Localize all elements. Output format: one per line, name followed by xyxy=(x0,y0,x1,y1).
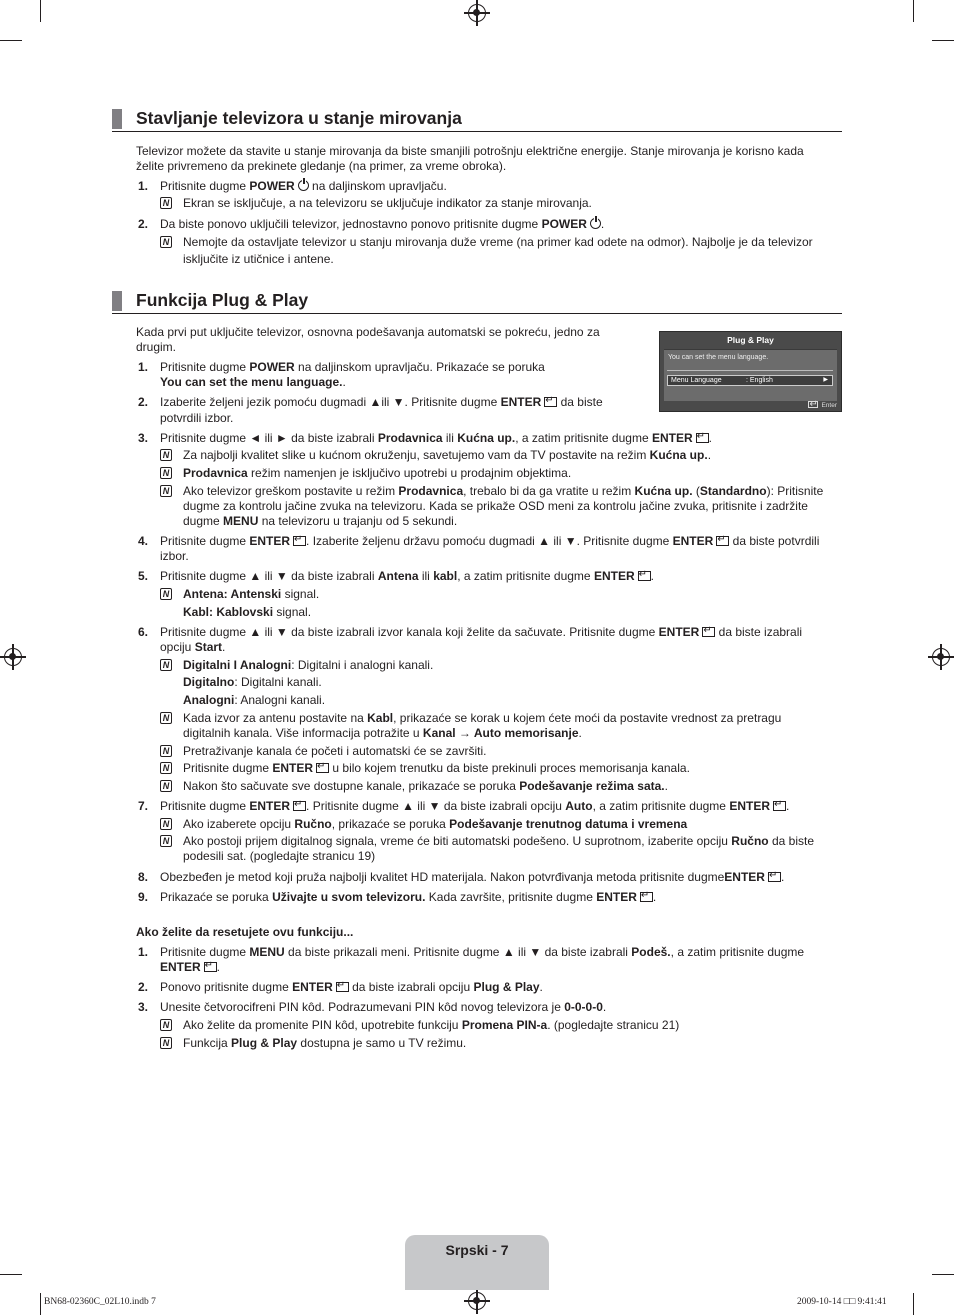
crop-mark xyxy=(932,1274,954,1275)
note-text: Prodavnica režim namenjen je isključivo upotrebi u prodajnim objektima. xyxy=(183,466,572,480)
crop-mark xyxy=(913,0,914,22)
note-icon: N xyxy=(160,236,172,248)
step-number: 6. xyxy=(138,625,149,639)
osd-footer: ↵Enter xyxy=(805,401,837,409)
section-bar xyxy=(112,291,122,311)
enter-icon xyxy=(544,397,557,407)
print-slug-right: 2009-10-14 □□ 9:41:41 xyxy=(797,1297,887,1307)
enter-icon xyxy=(638,571,651,581)
step-text: Pritisnite dugme ▲ ili ▼ da biste izabrali izvor kanala koji želite da sačuvate. Pritisnite dugme ENTER↵ da biste izabrali xyxy=(160,625,802,640)
step-number: 2. xyxy=(138,395,149,409)
note-text: Digitalno: Digitalni kanali. xyxy=(183,675,322,689)
step-text: opciju Start. xyxy=(160,640,226,654)
crop-mark xyxy=(913,1293,914,1315)
power-icon xyxy=(590,218,601,229)
note-icon: N xyxy=(160,712,172,724)
subheading: Ako želite da resetujete ovu funkciju... xyxy=(136,925,354,939)
step-number: 2. xyxy=(138,980,149,994)
step-number: 1. xyxy=(138,945,149,959)
note-icon: N xyxy=(160,1019,172,1031)
section-bar xyxy=(112,109,122,129)
registration-mark-icon xyxy=(4,648,22,666)
step-text: Pritisnite dugme ▲ ili ▼ da biste izabrali Antena ili kabl, a zatim pritisnite dugme ENTER↵ . xyxy=(160,569,654,584)
note-text: Nemojte da ostavljate televizor u stanju mirovanja duže vreme (na primer kad odete na odmor). Najbolje je da televizor xyxy=(183,235,813,249)
osd-message: You can set the menu language. xyxy=(668,354,769,361)
step-number: 2. xyxy=(138,217,149,231)
enter-icon xyxy=(808,401,818,408)
step-number: 9. xyxy=(138,890,149,904)
note-text: Antena: Antenski signal. xyxy=(183,587,320,601)
enter-icon xyxy=(293,536,306,546)
step-number: 3. xyxy=(138,431,149,445)
note-text: Analogni: Analogni kanali. xyxy=(183,693,326,707)
step-number: 7. xyxy=(138,799,149,813)
step-text: Pritisnite dugme ◄ ili ► da biste izabrali Prodavnica ili Kućna up., a zatim pritisnite dugme ENTER↵ . xyxy=(160,431,712,446)
registration-mark-icon xyxy=(468,4,486,22)
step-text: Unesite četvorocifreni PIN kôd. Podrazumevani PIN kôd novog televizora je 0-0-0-0. xyxy=(160,1000,607,1014)
paragraph: želite privremeno da prekinete gledanje (na primer, za vreme obroka). xyxy=(136,159,507,173)
osd-arrow-icon: ▶ xyxy=(823,377,828,383)
osd-panel xyxy=(664,349,837,401)
step-text: Da biste ponovo uključili televizor, jednostavno ponovo pritisnite dugme POWER . xyxy=(160,217,605,231)
osd-row-value: : English xyxy=(746,377,773,384)
power-icon xyxy=(298,180,309,191)
note-icon: N xyxy=(160,467,172,479)
note-text: Kabl: Kablovski signal. xyxy=(183,605,312,619)
step-number: 5. xyxy=(138,569,149,583)
step-text: Prikazaće se poruka Uživajte u svom televizoru. Kada završite, pritisnite dugme ENTER↵ . xyxy=(160,890,656,905)
note-icon: N xyxy=(160,818,172,830)
step-text: Pritisnite dugme ENTER↵ . Izaberite željenu državu pomoću dugmadi ▲ ili ▼. Pritisnite dugme ENTER↵ da biste potvrdili xyxy=(160,534,819,549)
step-text: Pritisnite dugme POWER na daljinskom upravljaču. Prikazaće se poruka xyxy=(160,360,545,374)
crop-mark xyxy=(40,0,41,22)
enter-icon xyxy=(336,982,349,992)
step-text: You can set the menu language.. xyxy=(160,375,346,389)
step-number: 4. xyxy=(138,534,149,548)
enter-icon xyxy=(293,801,306,811)
enter-icon xyxy=(640,892,653,902)
enter-icon xyxy=(702,627,715,637)
note-text: digitalnih kanala. Više informacija potražite u Kanal → Auto memorisanje. xyxy=(183,726,582,740)
step-text: Pritisnite dugme POWER na daljinskom upravljaču. xyxy=(160,179,447,193)
step-number: 8. xyxy=(138,870,149,884)
step-text: Izaberite željeni jezik pomoću dugmadi ▲ili ▼. Pritisnite dugme ENTER↵ da biste xyxy=(160,395,603,410)
note-icon: N xyxy=(160,197,172,209)
section-title-standby xyxy=(112,109,842,132)
note-text: Ekran se isključuje, a na televizoru se uključuje indikator za stanje mirovanja. xyxy=(183,196,592,210)
note-text: Ako izaberete opciju Ručno, prikazaće se poruka Podešavanje trenutnog datuma i vremena xyxy=(183,817,688,831)
note-icon: N xyxy=(160,1037,172,1049)
note-text: Za najbolji kvalitet slike u kućnom okruženju, savetujemo vam da TV postavite na režim Kućna up.. xyxy=(183,448,712,462)
page-number-tab xyxy=(405,1235,549,1290)
print-slug-left: BN68-02360C_02L10.indb 7 xyxy=(44,1297,156,1307)
note-icon: N xyxy=(160,835,172,847)
step-text: Obezbeđen je metod koji pruža najbolji kvalitet HD materijala. Nakon potvrđivanja metoda pritisnite dugmeENTER↵ . xyxy=(160,870,784,885)
note-text: podesili sat. (pogledajte stranicu 19) xyxy=(183,849,376,863)
note-text: Nakon što sačuvate sve dostupne kanale, prikazaće se poruka Podešavanje režima sata.. xyxy=(183,779,668,793)
note-text: Ako televizor greškom postavite u režim Prodavnica, trebalo bi da ga vratite u režim Kućna up. (Standardno): Pritisnite xyxy=(183,484,824,498)
step-text: Ponovo pritisnite dugme ENTER↵ da biste izabrali opciju Plug & Play. xyxy=(160,980,543,995)
section-title-text: Funkcija Plug & Play xyxy=(136,290,309,310)
note-text: Pretraživanje kanala će početi i automatski će se završiti. xyxy=(183,744,487,758)
crop-mark xyxy=(932,40,954,41)
osd-menu-language-row xyxy=(667,375,833,386)
note-text: Digitalni I Analogni: Digitalni i analogni kanali. xyxy=(183,658,434,672)
note-text: dugme za kontrolu jačine zvuka na televizoru. Kada se prikaže OSD meni za kontrolu jačine zvuka, pritisnite i zadržite xyxy=(183,499,808,513)
registration-mark-icon xyxy=(468,1292,486,1310)
paragraph: Televizor možete da stavite u stanje mirovanja da biste smanjili potrošnju električne energije. Stanje mirovanja je korisno kada xyxy=(136,144,804,158)
enter-icon xyxy=(204,962,217,972)
note-icon: N xyxy=(160,449,172,461)
note-icon: N xyxy=(160,485,172,497)
osd-title: Plug & Play xyxy=(727,335,774,345)
note-text: isključite iz utičnice i antene. xyxy=(183,252,334,266)
paragraph: drugim. xyxy=(136,340,177,354)
step-number: 1. xyxy=(138,360,149,374)
step-text: izbor. xyxy=(160,549,189,563)
step-number: 3. xyxy=(138,1000,149,1014)
osd-divider xyxy=(667,370,833,371)
paragraph: Kada prvi put uključite televizor, osnovna podešavanja automatski se pokreću, jedno za xyxy=(136,325,600,339)
step-text: potvrdili izbor. xyxy=(160,411,234,425)
crop-mark xyxy=(40,1293,41,1315)
crop-mark xyxy=(0,40,22,41)
step-number: 1. xyxy=(138,179,149,193)
note-icon: N xyxy=(160,745,172,757)
osd-row-label: Menu Language xyxy=(671,377,722,384)
step-text: ENTER↵ . xyxy=(160,960,220,975)
page-number: Srpski - 7 xyxy=(445,1242,509,1258)
note-text: Funkcija Plug & Play dostupna je samo u TV režimu. xyxy=(183,1036,467,1050)
registration-mark-icon xyxy=(932,648,950,666)
note-text: Kada izvor za antenu postavite na Kabl, prikazaće se korak u kojem ćete moći da postavite vrednost za pretragu xyxy=(183,711,782,725)
enter-icon xyxy=(773,801,786,811)
osd-screen xyxy=(659,331,842,412)
note-text: dugme MENU na televizoru u trajanju od 5 sekundi. xyxy=(183,514,458,528)
note-text: Ako želite da promenite PIN kôd, upotrebite funkciju Promena PIN-a. (pogledajte stranicu 21) xyxy=(183,1018,680,1032)
enter-icon xyxy=(316,763,329,773)
note-icon: N xyxy=(160,659,172,671)
section-title-plug-and-play xyxy=(112,291,842,314)
note-text: Ako postoji prijem digitalnog signala, vreme će biti automatski podešeno. U suprotnom, izaberite opciju Ručno da biste xyxy=(183,834,815,848)
crop-mark xyxy=(0,1274,22,1275)
note-icon: N xyxy=(160,780,172,792)
step-text: Pritisnite dugme ENTER↵ . Pritisnite dugme ▲ ili ▼ da biste izabrali opciju Auto, a zatim pritisnite dugme ENTER↵ . xyxy=(160,799,789,814)
note-text: Pritisnite dugme ENTER↵ u bilo kojem trenutku da biste prekinuli proces memorisanja kanala. xyxy=(183,761,690,776)
step-text: Pritisnite dugme MENU da biste prikazali meni. Pritisnite dugme ▲ ili ▼ da biste izabrali Podeš., a zatim pritisnite dugme xyxy=(160,945,805,959)
note-icon: N xyxy=(160,588,172,600)
enter-icon xyxy=(716,536,729,546)
enter-icon xyxy=(696,433,709,443)
enter-icon xyxy=(768,872,781,882)
note-icon: N xyxy=(160,762,172,774)
section-title-text: Stavljanje televizora u stanje mirovanja xyxy=(136,108,462,128)
